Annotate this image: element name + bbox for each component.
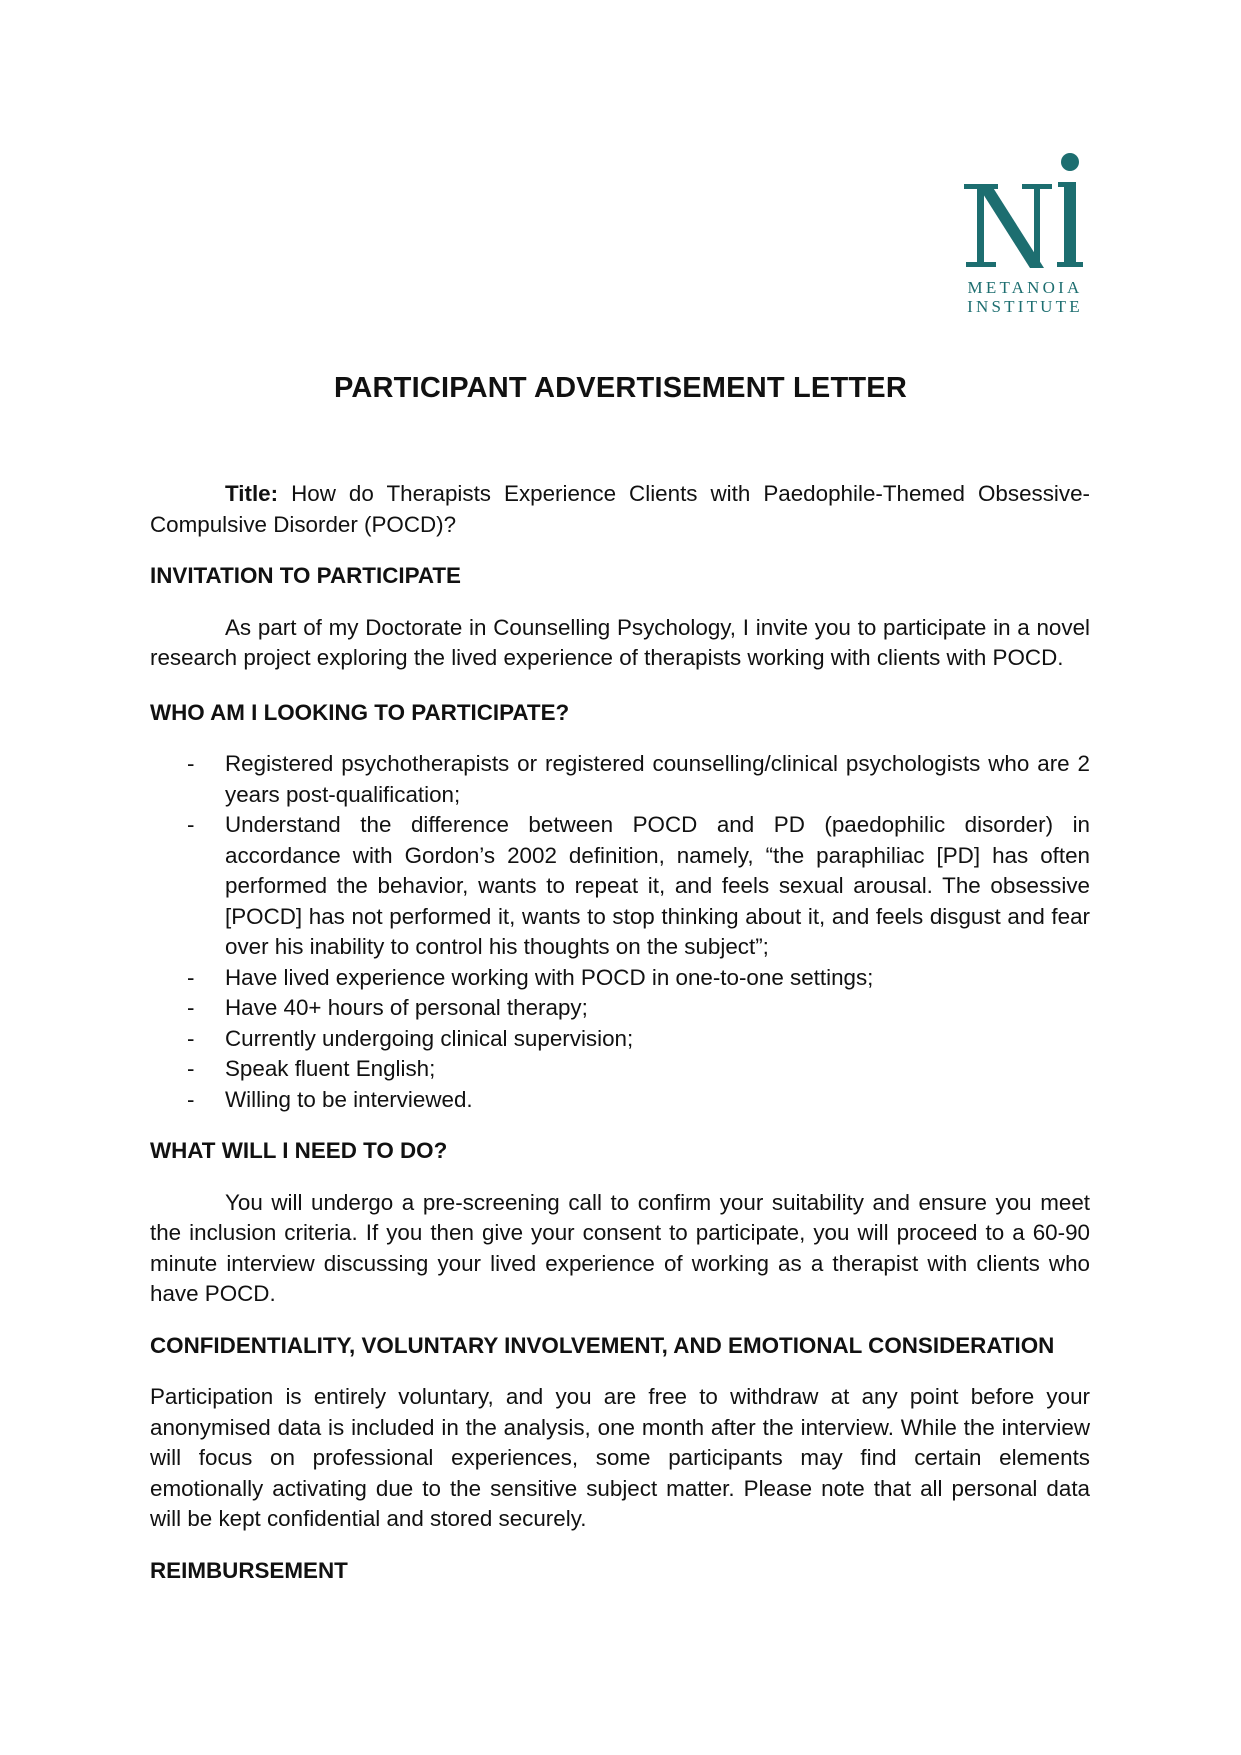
letter-body bbox=[150, 479, 1090, 1586]
document-title: PARTICIPANT ADVERTISEMENT LETTER bbox=[334, 372, 907, 404]
metanoia-institute-logo bbox=[960, 150, 1090, 320]
invitation-heading: INVITATION TO PARTICIPATE bbox=[150, 563, 461, 588]
confidentiality-heading: CONFIDENTIALITY, VOLUNTARY INVOLVEMENT, AND EMOTIONAL CONSIDERATION bbox=[150, 1332, 1055, 1358]
study-title-label: Title: bbox=[225, 481, 279, 506]
reimbursement-heading: REIMBURSEMENT bbox=[150, 1557, 348, 1583]
invitation-paragraph: As part of my Doctorate in Counselling Psychology, I invite you to participate in a novel research project exploring the lived experience of therapists working with clients with POCD. bbox=[150, 614, 1090, 670]
list-item: - Willing to be interviewed. bbox=[187, 1086, 473, 1112]
study-title-text: How do Therapists Experience Clients with Paedophile-Themed Obsessive-Compulsive Disorder (POCD)? bbox=[150, 481, 1090, 537]
confidentiality-paragraph: Participation is entirely voluntary, and you are free to withdraw at any point before your anonymised data is included in the analysis, one month after the interview. While the interview will focus on professional experiences, some participants may find certain elements emotionally activating due to the sensitive subject matter. Please note that all personal data will be kept confidential and stored securely. bbox=[150, 1384, 1090, 1531]
list-item: - Speak fluent English; bbox=[187, 1056, 436, 1081]
who-heading: WHO AM I LOOKING TO PARTICIPATE? bbox=[150, 699, 570, 725]
ni-monogram-icon bbox=[960, 150, 1090, 275]
logo-text-institute: INSTITUTE bbox=[967, 297, 1083, 316]
what-paragraph: You will undergo a pre-screening call to confirm your suitability and ensure you meet the inclusion criteria. If you then give your consent to participate, you will proceed to a 60-90 minute interview discussing your lived experience of working as a therapist with clients who have POCD. bbox=[150, 1189, 1090, 1306]
study-title-paragraph bbox=[150, 479, 1090, 540]
inclusion-criteria-list bbox=[150, 749, 1090, 1115]
what-heading: WHAT WILL I NEED TO DO? bbox=[150, 1138, 448, 1163]
logo-text-metanoia: METANOIA bbox=[967, 278, 1083, 297]
list-item: - Understand the difference between POCD and PD (paedophilic disorder) in accordance with Gordon’s 2002 definition, namely, “the paraphiliac [PD] has often performed the behavior, wants to repeat it, and feels sexual arousal. The obsessive [POCD] has not performed it, wants to stop thinking about it, and feels disgust and fear over his inability to control his thoughts on the subject”; bbox=[187, 812, 1090, 959]
list-item: - Have lived experience working with POCD in one-to-one settings; bbox=[187, 964, 874, 990]
list-item: - Registered psychotherapists or registered counselling/clinical psychologists who are 2 years post-qualification; bbox=[187, 751, 1090, 807]
list-item: - Have 40+ hours of personal therapy; bbox=[187, 995, 588, 1020]
list-item: - Currently undergoing clinical supervision; bbox=[187, 1025, 634, 1051]
